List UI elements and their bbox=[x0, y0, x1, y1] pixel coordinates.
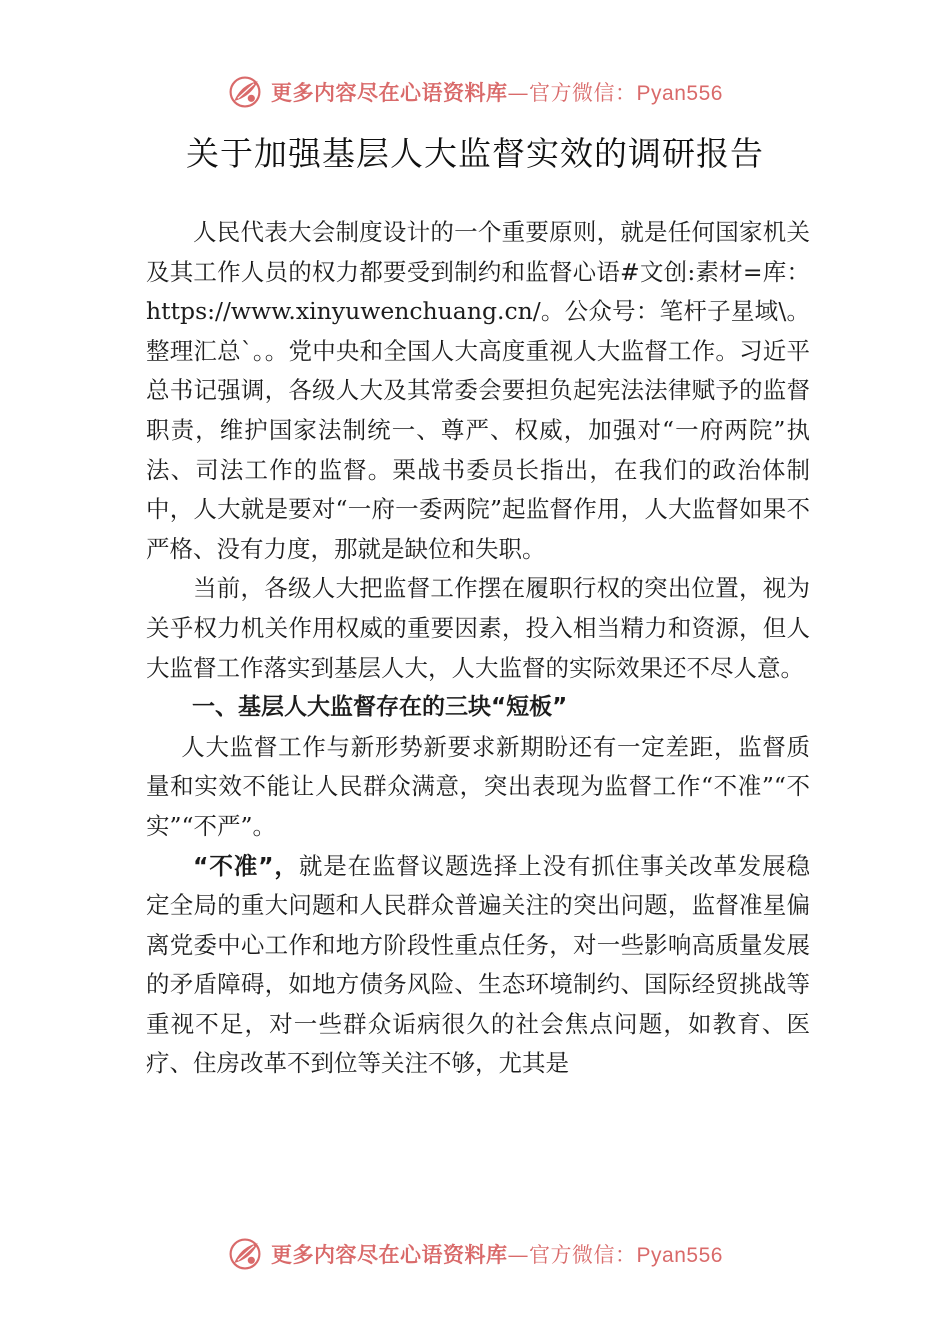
banner-text-wechat-label: —官方微信： bbox=[507, 81, 637, 105]
paragraph-current-status: 当前，各级人大把监督工作摆在履职行权的突出位置，视为关乎权力机关作用权威的重要因素，投入相当精力和资源，但人大监督工作落实到基层人大，人大监督的实际效果还不尽人意。 bbox=[146, 574, 810, 682]
banner-text-wechat-id: Pyan556 bbox=[636, 82, 723, 105]
section-heading-1: 一、基层人大监督存在的三块“短板” bbox=[192, 694, 568, 721]
paragraph-shortcomings: 人大监督工作与新形势新要求新期盼还有一定差距，监督质量和实效不能让人民群众满意，突出表现为监督工作“不准”“不实”“不严”。 bbox=[146, 732, 810, 840]
paragraph-lead-term: “不准”， bbox=[193, 851, 299, 880]
footer-banner bbox=[0, 1232, 950, 1276]
paragraph-not-accurate-text: 就是在监督议题选择上没有抓住事关改革发展稳定全局的重大问题和人民群众普遍关注的突出问题，监督准星偏离党委中心工作和地方阶段性重点任务，对一些影响高质量发展的矛盾障碍，如地方债务风险、生态环境制约、国际经贸挑战等重视不足，对一些群众诟病很久的社会焦点问题，如教育、医疗、住房改革不到位等关注不够，尤其是 bbox=[146, 851, 810, 1078]
leaf-seal-logo-icon bbox=[227, 74, 263, 110]
leaf-seal-logo-icon bbox=[227, 1236, 263, 1272]
paragraph-not-accurate bbox=[146, 847, 810, 1085]
header-banner bbox=[0, 70, 950, 114]
banner-text-main: 更多内容尽在心语资料库 bbox=[271, 1242, 508, 1267]
paragraph-intro: 人民代表大会制度设计的一个重要原则，就是任何国家机关及其工作人员的权力都要受到制约和监督心语#文创:素材=库：https://www.xinyuwenchuang.cn/。公众号：笔杆子星域\。整理汇总`。。党中央和全国人大高度重视人大监督工作。习近平总书记强调，各级人大及其常委会要担负起宪法法律赋予的监督职责，维护国家法制统一、尊严、权威，加强对“一府两院”执法、司法工作的监督。栗战书委员长指出，在我们的政治体制中，人大就是要对“一府一委两院”起监督作用，人大监督如果不严格、没有力度，那就是缺位和失职。 bbox=[146, 218, 810, 563]
banner-text bbox=[271, 1239, 723, 1269]
document-body bbox=[146, 213, 810, 1084]
banner-text bbox=[271, 77, 723, 107]
document-title: 关于加强基层人大监督实效的调研报告 bbox=[186, 134, 764, 173]
banner-text-wechat-label: —官方微信： bbox=[507, 1243, 637, 1267]
banner-text-main: 更多内容尽在心语资料库 bbox=[271, 80, 508, 105]
banner-text-wechat-id: Pyan556 bbox=[636, 1244, 723, 1267]
